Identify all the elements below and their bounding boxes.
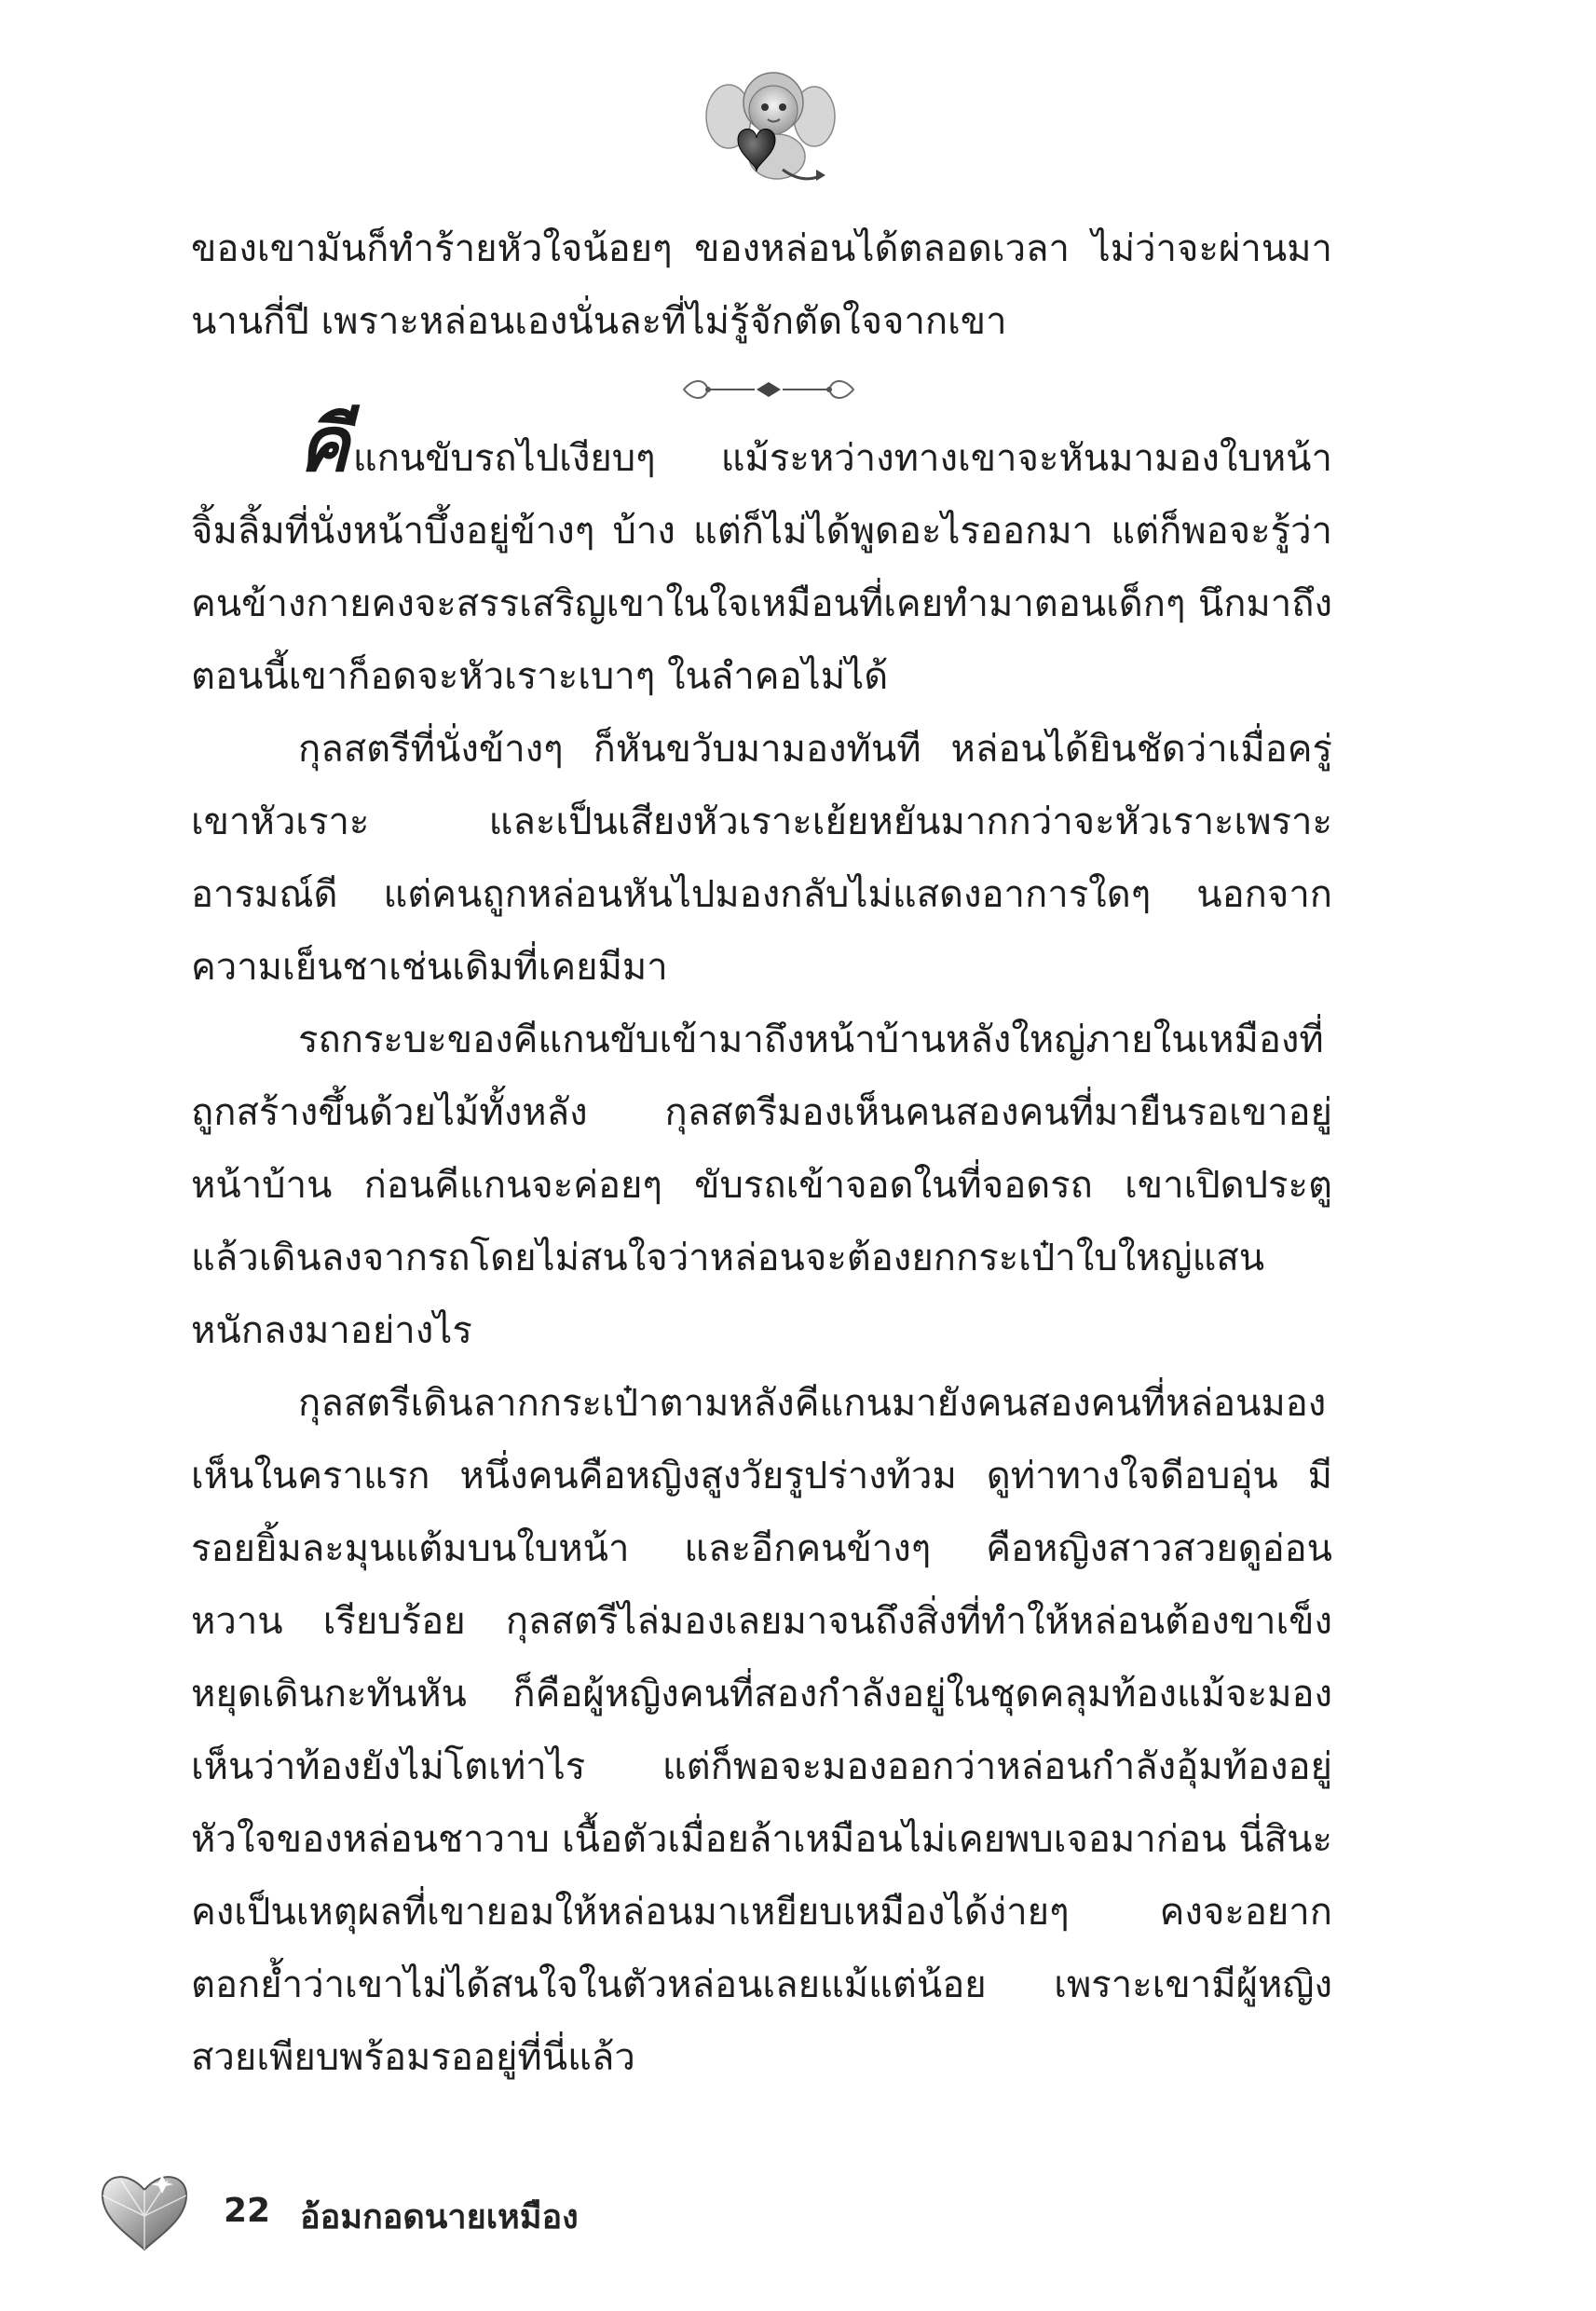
cupid-heart-icon	[701, 65, 840, 196]
diamond-heart-icon	[93, 2162, 196, 2255]
paragraph: กุลสตรีเดินลากกระเป๋าตามหลังคีแกนมายังคนสองคนที่หล่อนมองเห็นในคราแรก หนึ่งคนคือหญิงสูงวัยรูปร่างท้วม ดูท่าทางใจดีอบอุ่น มีรอยยิ้มละมุนแต้มบนใบหน้า และอีกคนข้างๆ คือหญิงสาวสวยดูอ่อนหวาน เรียบร้อย กุลสตรีไล่มองเลยมาจนถึงสิ่งที่ทำให้หล่อนต้องขาเข็งหยุดเดินกะทันหัน ก็คือผู้หญิงคนที่สองกำลังอยู่ในชุดคลุมท้องแม้จะมองเห็นว่าท้องยังไม่โตเท่าไร แต่ก็พอจะมองออกว่าหล่อนกำลังอุ้มท้องอยู่ หัวใจของหล่อนชาวาบ เนื้อตัวเมื่อยล้าเหมือนไม่เคยพบเจอมาก่อน นี่สินะคงเป็นเหตุผลที่เขายอมให้หล่อนมาเหยียบเหมืองได้ง่ายๆ คงจะอยากตอกย้ำว่าเขาไม่ได้สนใจในตัวหล่อนเลยแม้แต่น้อย เพราะเขามีผู้หญิงสวยเพียบพร้อมรออยู่ที่นี่แล้ว	[191, 1382, 1332, 2079]
paragraph-lead-text: แกนขับรถไปเงียบๆ แม้ระหว่างทางเขาจะหันมามองใบหน้าจิ้มลิ้มที่นั่งหน้าบึ้งอยู่ข้างๆ บ้าง แต่ก็ไม่ได้พูดอะไรออกมา แต่ก็พอจะรู้ว่าคนข้างกายคงจะสรรเสริญเขาในใจเหมือนที่เคยทำมาตอนเด็กๆ นึกมาถึงตอนนี้เขาก็อดจะหัวเราะเบาๆ ในลำคอไม่ได้	[191, 437, 1332, 698]
book-title: อ้อมกอดนายเหมือง	[300, 2198, 579, 2236]
page-number: 22	[224, 2192, 271, 2230]
text-main	[191, 401, 1332, 2094]
paragraph-continued: ของเขามันก็ทำร้ายหัวใจน้อยๆ ของหล่อนได้ตลอดเวลา ไม่ว่าจะผ่านมานานกี่ปี เพราะหล่อนเองนั่นละที่ไม่รู้จักตัดใจจากเขา	[191, 227, 1332, 343]
text-top	[191, 212, 1332, 358]
drop-cap: คี	[298, 401, 349, 489]
paragraph: กุลสตรีที่นั่งข้างๆ ก็หันขวับมามองทันที หล่อนได้ยินชัดว่าเมื่อครู่เขาหัวเราะ และเป็นเสียงหัวเราะเย้ยหยันมากกว่าจะหัวเราะเพราะอารมณ์ดี แต่คนถูกหล่อนหันไปมองกลับไม่แสดงอาการใดๆ นอกจากความเย็นชาเช่นเดิมที่เคยมีมา	[191, 728, 1332, 989]
paragraph-lead	[191, 401, 1332, 713]
paragraph: รถกระบะของคีแกนขับเข้ามาถึงหน้าบ้านหลังใหญ่ภายในเหมืองที่ถูกสร้างขึ้นด้วยไม้ทั้งหลัง กุลสตรีมองเห็นคนสองคนที่มายืนรอเขาอยู่หน้าบ้าน ก่อนคีแกนจะค่อยๆ ขับรถเข้าจอดในที่จอดรถ เขาเปิดประตูแล้วเดินลงจากรถโดยไม่สนใจว่าหล่อนจะต้องยกกระเป๋าใบใหญ่แสนหนักลงมาอย่างไร	[191, 1019, 1332, 1352]
ornament-divider-icon	[680, 371, 857, 408]
page-footer	[93, 2162, 932, 2255]
